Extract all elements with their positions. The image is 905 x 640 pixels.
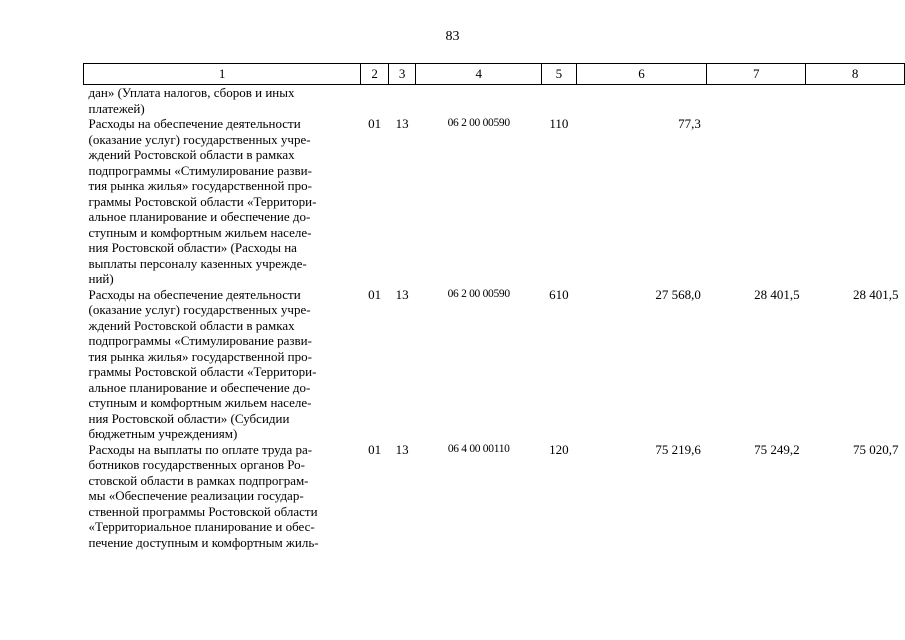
header-cell-section: 2 <box>361 64 389 85</box>
row-description <box>84 116 361 287</box>
header-cell-target-article: 4 <box>416 64 542 85</box>
description-line: подпрограммы «Стимулирование разви- <box>88 333 312 348</box>
row-amount-year-1: 75 219,6 <box>655 441 701 457</box>
table-row <box>84 287 905 442</box>
description-line: Расходы на обеспечение деятельности <box>88 116 301 131</box>
description-line: ждений Ростовской области в рамках <box>88 147 295 162</box>
row-amount-year-1 <box>576 85 707 117</box>
header-cell-year-2: 7 <box>707 64 806 85</box>
description-line: альное планирование и обеспечение до- <box>88 209 311 224</box>
description-line: (оказание услуг) государственных учре- <box>88 131 311 147</box>
description-line: (оказание услуг) государственных учре- <box>88 302 311 317</box>
header-cell-year-1: 6 <box>576 64 707 85</box>
description-line: стовской области в рамках подпрограм- <box>88 472 309 488</box>
description-line: ния Ростовской области» (Субсидии <box>88 410 290 426</box>
description-line: ступным и комфортным жильем населе- <box>88 224 312 240</box>
page-number: 83 <box>445 29 460 44</box>
description-line: тия рынка жилья» государственной про- <box>88 178 312 193</box>
row-expense-type: 120 <box>549 441 569 457</box>
description-line: ственной программы Ростовской области <box>88 503 318 519</box>
description-line: тия рынка жилья» государственной про- <box>88 348 312 364</box>
table-row <box>84 85 905 117</box>
row-amount-year-3 <box>806 116 905 287</box>
row-description <box>84 85 361 117</box>
row-amount-year-1: 77,3 <box>678 116 701 131</box>
description-line: граммы Ростовской области «Территори- <box>88 193 317 209</box>
description-line: ния Ростовской области» (Расходы на <box>88 240 297 255</box>
description-line: «Территориальное планирование и обес- <box>88 519 315 534</box>
row-subsection: 13 <box>395 116 409 131</box>
row-amount-year-2 <box>707 85 806 117</box>
row-amount-year-1: 27 568,0 <box>655 286 701 302</box>
row-subsection <box>388 85 416 117</box>
row-expense-type: 110 <box>549 116 569 131</box>
row-target-article: 06 2 00 00590 <box>447 287 510 300</box>
row-amount-year-2 <box>707 116 806 287</box>
description-line: ний) <box>88 271 114 286</box>
row-amount-year-2: 28 401,5 <box>754 286 800 302</box>
row-section: 01 <box>368 441 382 457</box>
row-section <box>361 85 389 117</box>
row-amount-year-3 <box>806 85 905 117</box>
description-line: ступным и комфортным жильем населе- <box>88 395 312 410</box>
row-subsection: 13 <box>395 441 409 457</box>
row-subsection: 13 <box>395 286 409 302</box>
description-line: подпрограммы «Стимулирование разви- <box>88 162 312 178</box>
description-line: граммы Ростовской области «Территори- <box>88 364 317 379</box>
row-amount-year-3: 75 020,7 <box>853 441 899 457</box>
description-line: ботников государственных органов Ро- <box>88 457 305 472</box>
description-line: печение доступным и комфортным жиль- <box>88 534 319 550</box>
header-cell-expense-type: 5 <box>542 64 576 85</box>
row-section: 01 <box>368 286 382 302</box>
row-amount-year-3: 28 401,5 <box>853 286 899 302</box>
row-target-article: 06 2 00 00590 <box>447 117 510 129</box>
header-cell-description: 1 <box>84 64 361 85</box>
budget-table <box>83 63 905 550</box>
table-row <box>84 116 905 287</box>
description-line: дан» (Уплата налогов, сборов и иных <box>88 85 295 100</box>
row-expense-type: 610 <box>549 286 569 302</box>
description-line: бюджетным учреждениям) <box>88 426 238 441</box>
row-section: 01 <box>368 116 382 131</box>
description-line: ждений Ростовской области в рамках <box>88 317 295 333</box>
description-line: платежей) <box>88 100 145 116</box>
description-line: Расходы на выплаты по оплате труда ра- <box>88 441 313 457</box>
row-amount-year-2: 75 249,2 <box>754 441 800 457</box>
description-line: мы «Обеспечение реализации государ- <box>88 488 304 503</box>
row-expense-type <box>542 85 576 117</box>
header-cell-year-3: 8 <box>806 64 905 85</box>
row-target-article: 06 4 00 00110 <box>447 442 510 455</box>
row-description <box>84 287 361 442</box>
table-row <box>84 442 905 551</box>
description-line: альное планирование и обеспечение до- <box>88 379 311 395</box>
header-row <box>84 64 905 85</box>
header-cell-subsection: 3 <box>388 64 416 85</box>
description-line: выплаты персоналу казенных учрежде- <box>88 255 307 271</box>
row-description <box>84 442 361 551</box>
description-line: Расходы на обеспечение деятельности <box>88 286 301 302</box>
row-target-article <box>416 85 542 117</box>
